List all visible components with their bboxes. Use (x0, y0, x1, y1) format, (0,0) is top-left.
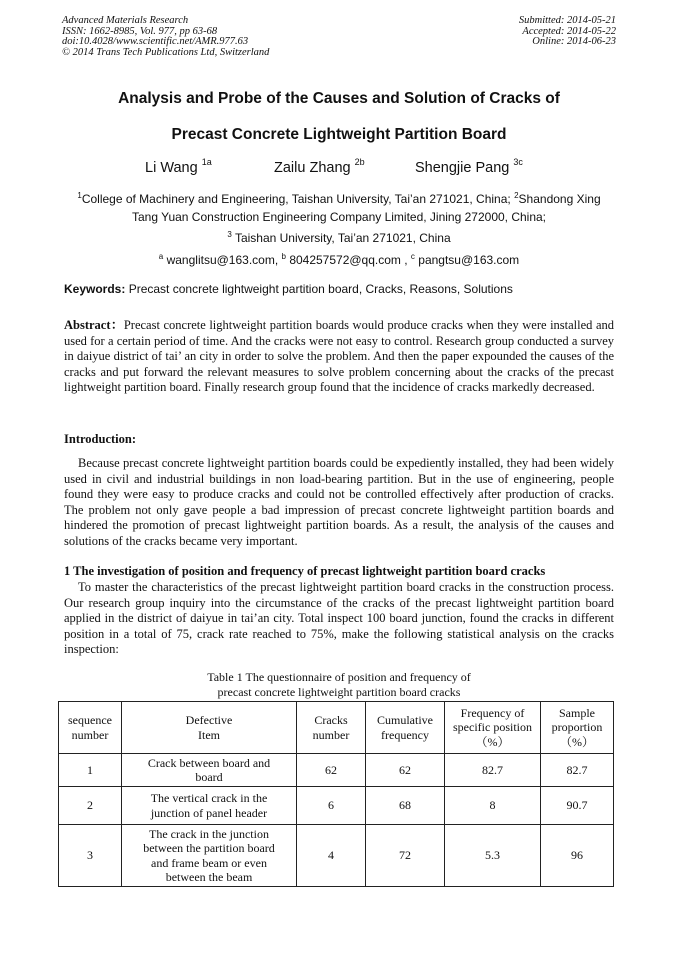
accepted-date: Accepted: 2014-05-22 (522, 25, 616, 37)
dates-info (519, 16, 616, 48)
table-1-caption: Table 1 The questionnaire of position and frequency of precast concrete lightweight partition board cracks (207, 670, 471, 699)
author-1: Li Wang $^{1a}$ (145, 157, 212, 176)
issn-line: ISSN: 1662-8985, Vol. 977, pp 63-68 (62, 25, 218, 37)
abstract (64, 318, 614, 396)
table-row: 2 The vertical crack in the junction of panel header 6 68 8 90.7 (59, 787, 614, 825)
author-2: Zailu Zhang $^{2b}$ (274, 157, 365, 176)
affiliations: $^1$College of Machinery and Engineering, Taishan University, Tai’an 271021, China; $^2$Shandong Xing Tang Yuan Construction Engineering Company Limited, Jining 272000, China; $^3$ Taishan University, Tai’an 271021, China $^a$ wanglitsu@163.com, $^b$ 804257572@qq.com , $^c$ pangtsu@163.com (40, 187, 638, 269)
copyright-line: © 2014 Trans Tech Publications Ltd, Switzerland (62, 46, 270, 58)
section-1-text: To master the characteristics of the precast lightweight partition board cracks in the construction process. Our research group inquiry into the circumstance of the cracks of the precast lightweight partition board applied in the district of daiyue in tai’an city. Total inspect 100 board junction, found the cracks in different position in a total of 75, crack rate reached to 75%, make the following statistical analysis on the cracks inspection: (64, 580, 614, 656)
col-header-cracks: Cracks number (297, 702, 366, 754)
paper-title-line-1: Analysis and Probe of the Causes and Solution of Cracks of (118, 90, 560, 107)
author-3: Shengjie Pang $^{3c}$ (415, 157, 523, 176)
abstract-text: Precast concrete lightweight partition boards would produce cracks when they were installed and used for a certain period of time. And the cracks were not easy to control. Research group conducted a survey in daiyue district of tai’ an city in order to solve the problem. And then the paper expounded the causes of the cracks and put forward the relevant measures to solve problem concerning about the cracks of the precast lightweight partition board. Finally research group found that the incidence of cracks markedly decreased. (64, 318, 614, 394)
col-header-cumulative: Cumulative frequency (366, 702, 445, 754)
table-1 (58, 701, 614, 887)
section-1-heading: 1 The investigation of position and frequency of precast lightweight partition board cracks (64, 564, 546, 578)
keywords (64, 282, 624, 296)
affiliation-3: Taishan University, Tai’an 271021, China (234, 231, 451, 245)
introduction-text: Because precast concrete lightweight partition boards could be expediently installed, they had been widely used in civil and industrial buildings in non load-bearing partition. But in the use of engineering, people found they were easy to produce cracks and could not be controlled effectively after production of cracks. The problem not only gave people a bad impression of precast concrete lightweight partition boards and hindered the promotion of precast lightweight partition boards. As a result, the analysis of the causes and solutions of the cracks became very important. (64, 456, 614, 548)
col-header-frequency: Frequency of specific position （%） (445, 702, 541, 754)
col-header-defective-item: Defective Item (122, 702, 297, 754)
online-date: Online: 2014-06-23 (532, 36, 616, 47)
col-header-sequence: sequence number (59, 702, 122, 754)
doi-line: doi:10.4028/www.scientific.net/AMR.977.63 (62, 36, 249, 47)
affiliation-1: College of Machinery and Engineering, Taishan University, Tai’an 271021, China; (81, 192, 511, 206)
journal-name: Advanced Materials Research (62, 15, 189, 26)
journal-info (62, 16, 269, 58)
table-row: 1 Crack between board and board 62 62 82.7 82.7 (59, 754, 614, 787)
emails: $^a$ wanglitsu@163.com, $^b$ 804257572@qq.com , $^c$ pangtsu@163.com (158, 251, 520, 267)
paper-title-line-2: Precast Concrete Lightweight Partition Board (171, 126, 507, 143)
table-header-row (59, 702, 614, 754)
introduction-heading: Introduction: (64, 432, 137, 446)
keywords-text: Precast concrete lightweight partition board, Cracks, Reasons, Solutions (128, 282, 513, 296)
abstract-label: Abstract： (64, 318, 124, 332)
table-row: 3 The crack in the junction between the partition board and frame beam or even between the beam 4 72 5.3 96 (59, 825, 614, 887)
keywords-label: Keywords: (64, 282, 126, 296)
col-header-proportion: Sample proportion （%） (541, 702, 614, 754)
submitted-date: Submitted: 2014-05-21 (518, 15, 616, 26)
affiliation-2: Tang Yuan Construction Engineering Company Limited, Jining 272000, China; (131, 209, 547, 224)
